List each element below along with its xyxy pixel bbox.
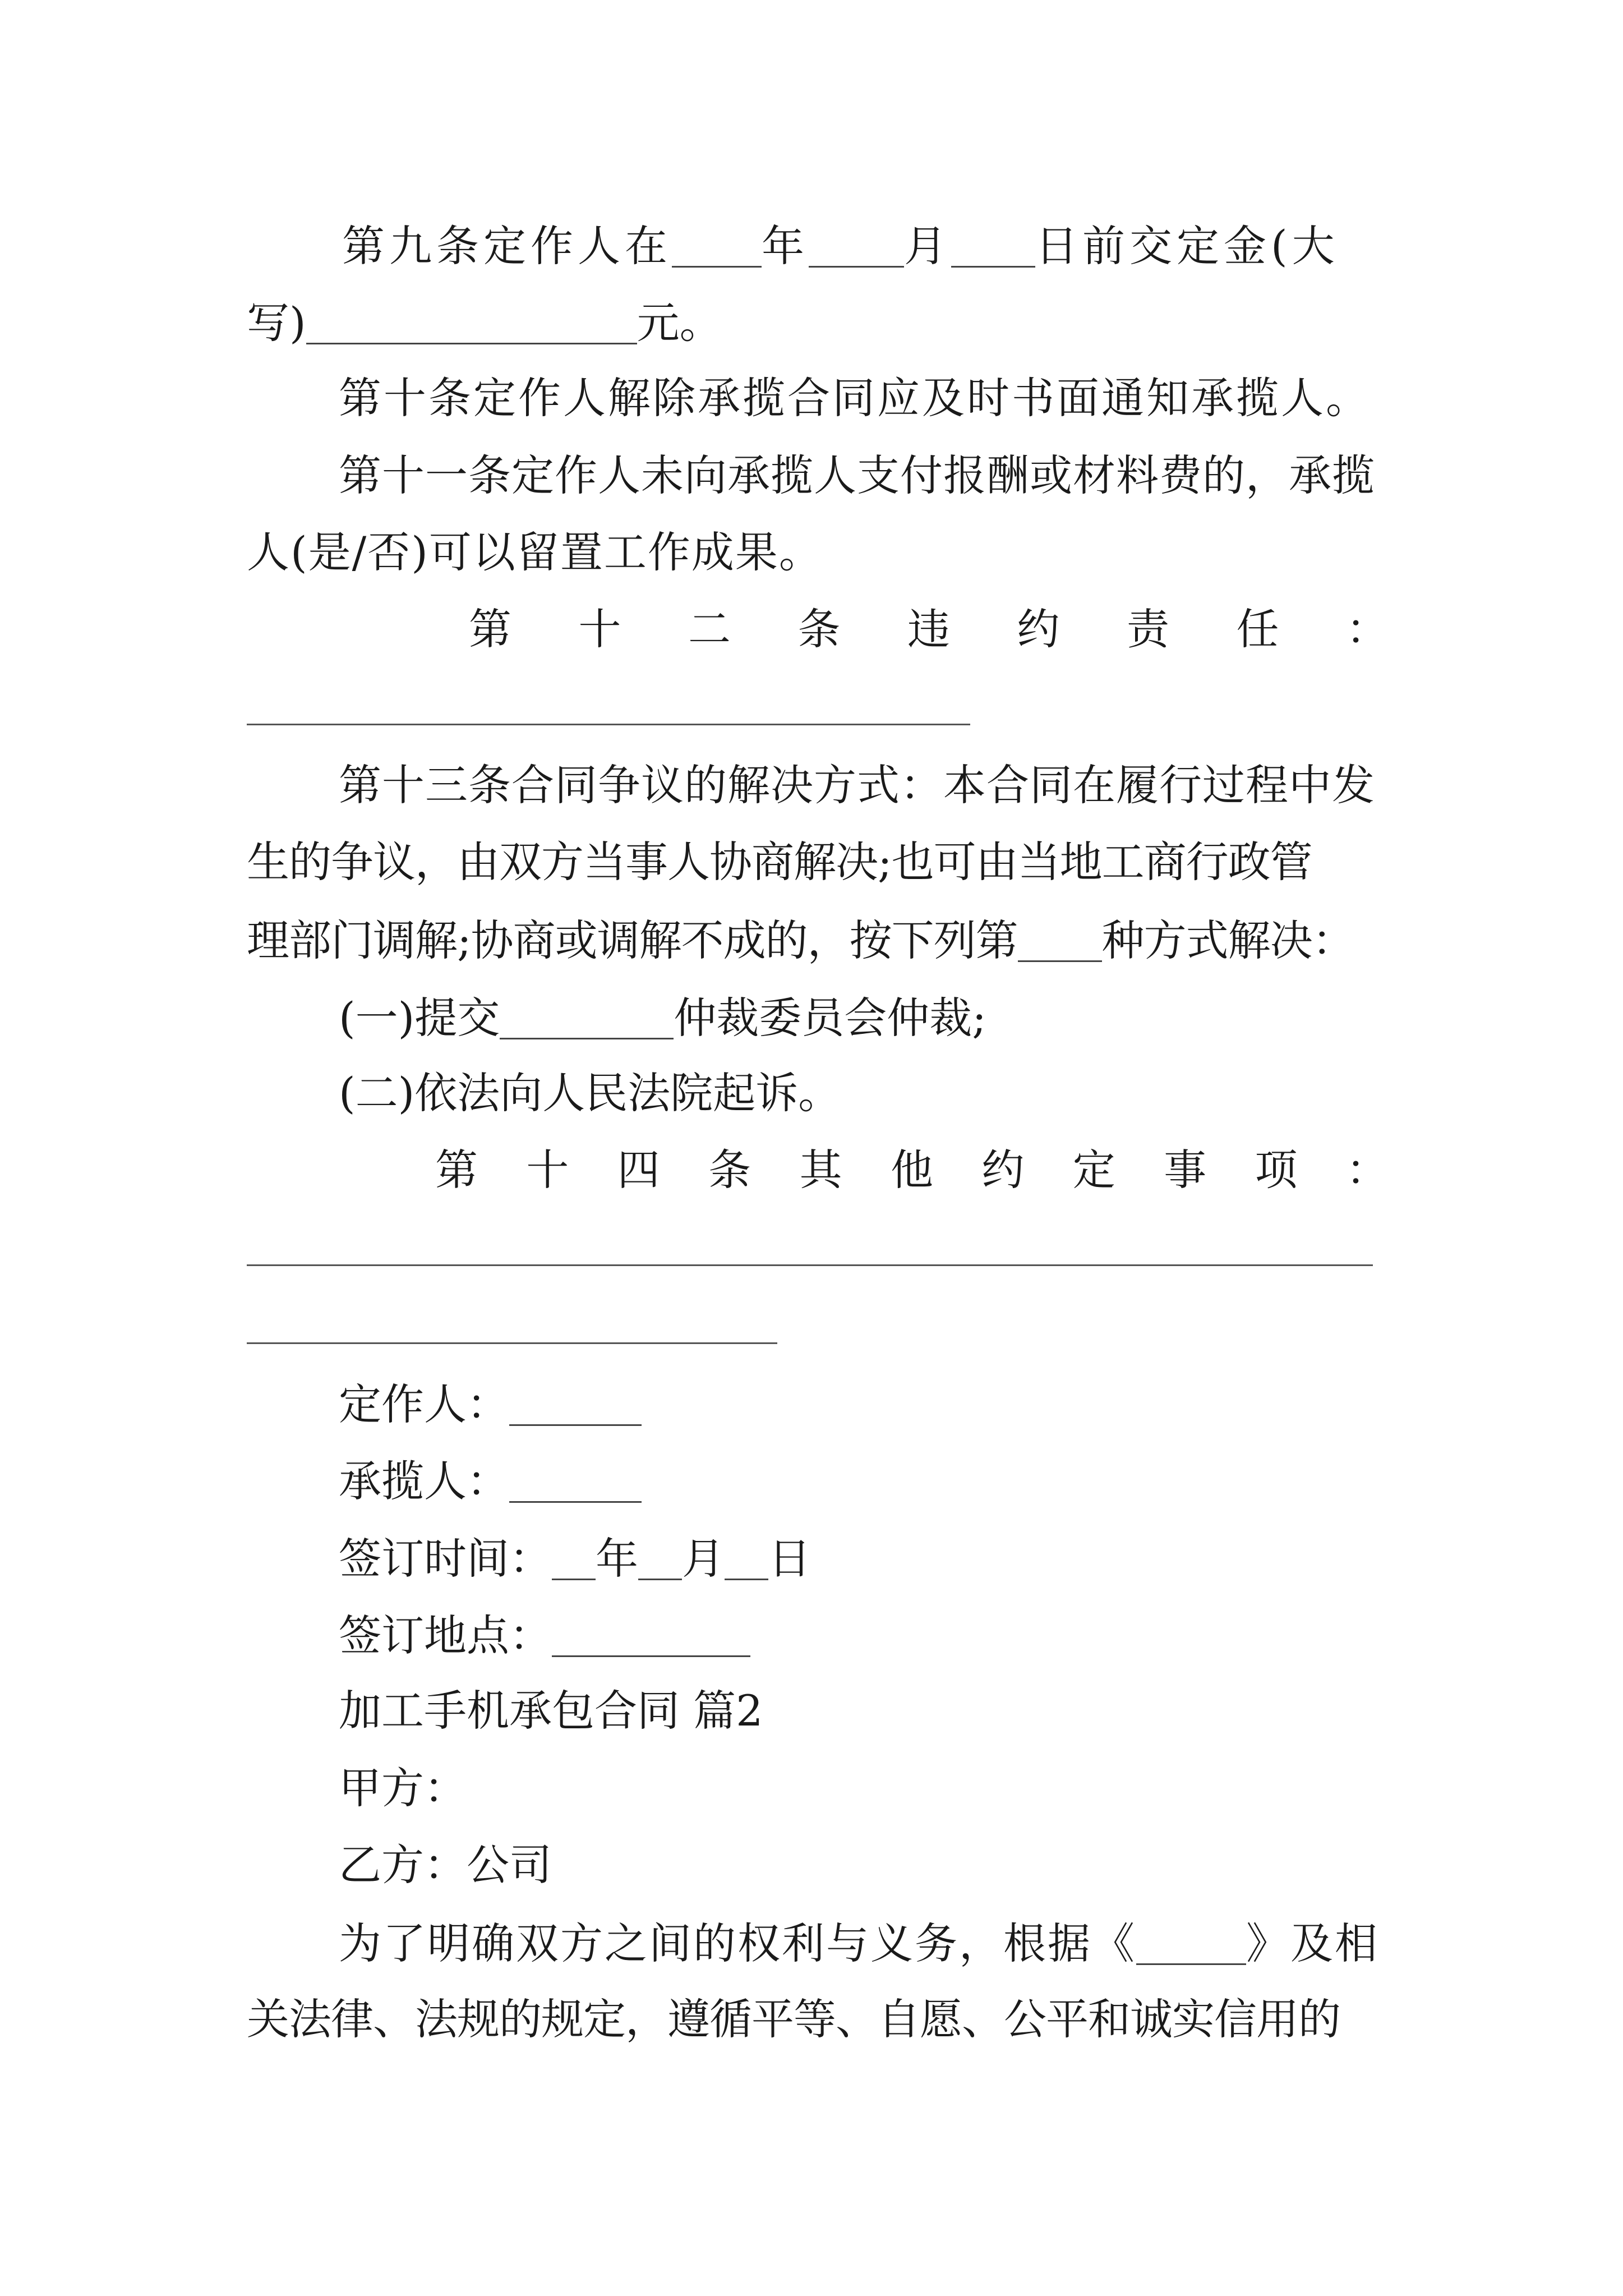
article9-year: 年: [762, 221, 809, 271]
article14-blank-line-2: [247, 1342, 777, 1344]
place-label: 签订地点：: [339, 1611, 552, 1660]
article13-option2: (二)依法向人民法院起诉。: [339, 1068, 841, 1118]
year-blank: [672, 223, 762, 268]
party-b-blank: [509, 1458, 642, 1503]
section2-para-line2: 关法律、法规的规定，遵循平等、自愿、公平和诚实信用的: [247, 1994, 1340, 2044]
article12-heading-char: 第: [469, 604, 511, 654]
party-b-label: 承揽人：: [339, 1456, 509, 1506]
article14-heading-char: 定: [1072, 1145, 1115, 1195]
article9-line1: [342, 221, 1339, 271]
day-blank: [951, 223, 1035, 268]
article13-line1: 第十三条合同争议的解决方式：本合同在履行过程中发: [339, 760, 1375, 810]
article12-heading-char: 任: [1236, 604, 1279, 654]
article12-heading-char: 违: [907, 604, 950, 654]
article14-heading-char: 事: [1164, 1145, 1207, 1195]
article13-option1-prefix: (一)提交: [339, 993, 500, 1043]
section2-para-suffix: 》及相: [1246, 1918, 1379, 1968]
article9-line2-suffix: 元。: [637, 298, 722, 348]
article14-blank-line-1: [247, 1264, 1373, 1266]
article9-line2-prefix: 写): [247, 298, 306, 348]
article9-month: 月: [904, 221, 951, 271]
article11-line2: 人(是/否)可以留置工作成果。: [247, 527, 823, 577]
deposit-amount-blank: [306, 300, 637, 344]
article12-heading: [469, 604, 1389, 654]
sign-place: [339, 1611, 750, 1660]
arbitration-body-blank: [500, 995, 674, 1039]
article13-line3-suffix: 种方式解决：: [1101, 915, 1354, 965]
article14-heading-char: 项: [1255, 1145, 1298, 1195]
article14-heading-char: 十: [526, 1145, 569, 1195]
article14-heading-char: 其: [799, 1145, 842, 1195]
article14-heading-char: 约: [981, 1145, 1025, 1195]
article13-line2: 生的争议，由双方当事人协商解决;也可由当地工商行政管: [247, 837, 1312, 887]
party-a-signature: [339, 1379, 642, 1429]
article14-heading-char: ：: [1345, 1145, 1389, 1195]
article13-option1-suffix: 仲裁委员会仲裁;: [674, 993, 986, 1043]
section2-party-a: 甲方：: [339, 1763, 467, 1813]
section2-para-prefix: 为了明确双方之间的权利与义务，根据《: [339, 1918, 1136, 1968]
place-blank: [552, 1613, 750, 1657]
sign-date: [339, 1534, 811, 1584]
article12-heading-char: 十: [578, 604, 621, 654]
article11-line1: 第十一条定作人未向承揽人支付报酬或材料费的，承揽: [339, 450, 1375, 500]
date-year-blank: [552, 1536, 596, 1580]
date-month: 月: [682, 1534, 725, 1584]
date-month-blank: [638, 1536, 682, 1580]
party-b-signature: [339, 1456, 642, 1506]
section2-party-b: 乙方：公司: [339, 1840, 552, 1890]
date-label: 签订时间：: [339, 1534, 552, 1584]
article13-line3-prefix: 理部门调解;协商或调解不成的，按下列第: [247, 915, 1018, 965]
article14-heading-char: 第: [435, 1145, 478, 1195]
article12-heading-char: 责: [1127, 604, 1169, 654]
month-blank: [809, 223, 904, 268]
date-day: 日: [768, 1534, 811, 1584]
article14-heading-char: 他: [890, 1145, 933, 1195]
article14-heading-char: 条: [708, 1145, 751, 1195]
date-day-blank: [725, 1536, 768, 1580]
party-a-blank: [509, 1382, 642, 1426]
article14-heading: [435, 1145, 1389, 1195]
article9-suffix: 日前交定金(大: [1035, 221, 1339, 271]
article12-blank-line: [247, 724, 970, 725]
section2-para-line1: [339, 1918, 1379, 1968]
article10: 第十条定作人解除承揽合同应及时书面通知承揽人。: [339, 373, 1371, 423]
date-year: 年: [596, 1534, 638, 1584]
law-name-blank: [1136, 1921, 1246, 1965]
article12-heading-char: 条: [797, 604, 841, 654]
article13-line3: [247, 915, 1354, 965]
method-number-blank: [1018, 918, 1102, 962]
article9-prefix: 第九条定作人在: [342, 221, 672, 271]
party-a-label: 定作人：: [339, 1379, 509, 1429]
article9-line2: [247, 298, 722, 348]
article14-heading-char: 四: [617, 1145, 660, 1195]
article13-option1: [339, 993, 986, 1043]
article12-heading-char: 二: [688, 604, 731, 654]
section2-heading: 加工手机承包合同 篇2: [339, 1686, 763, 1736]
article12-heading-char: 约: [1017, 604, 1060, 654]
article12-heading-char: ：: [1346, 604, 1389, 654]
